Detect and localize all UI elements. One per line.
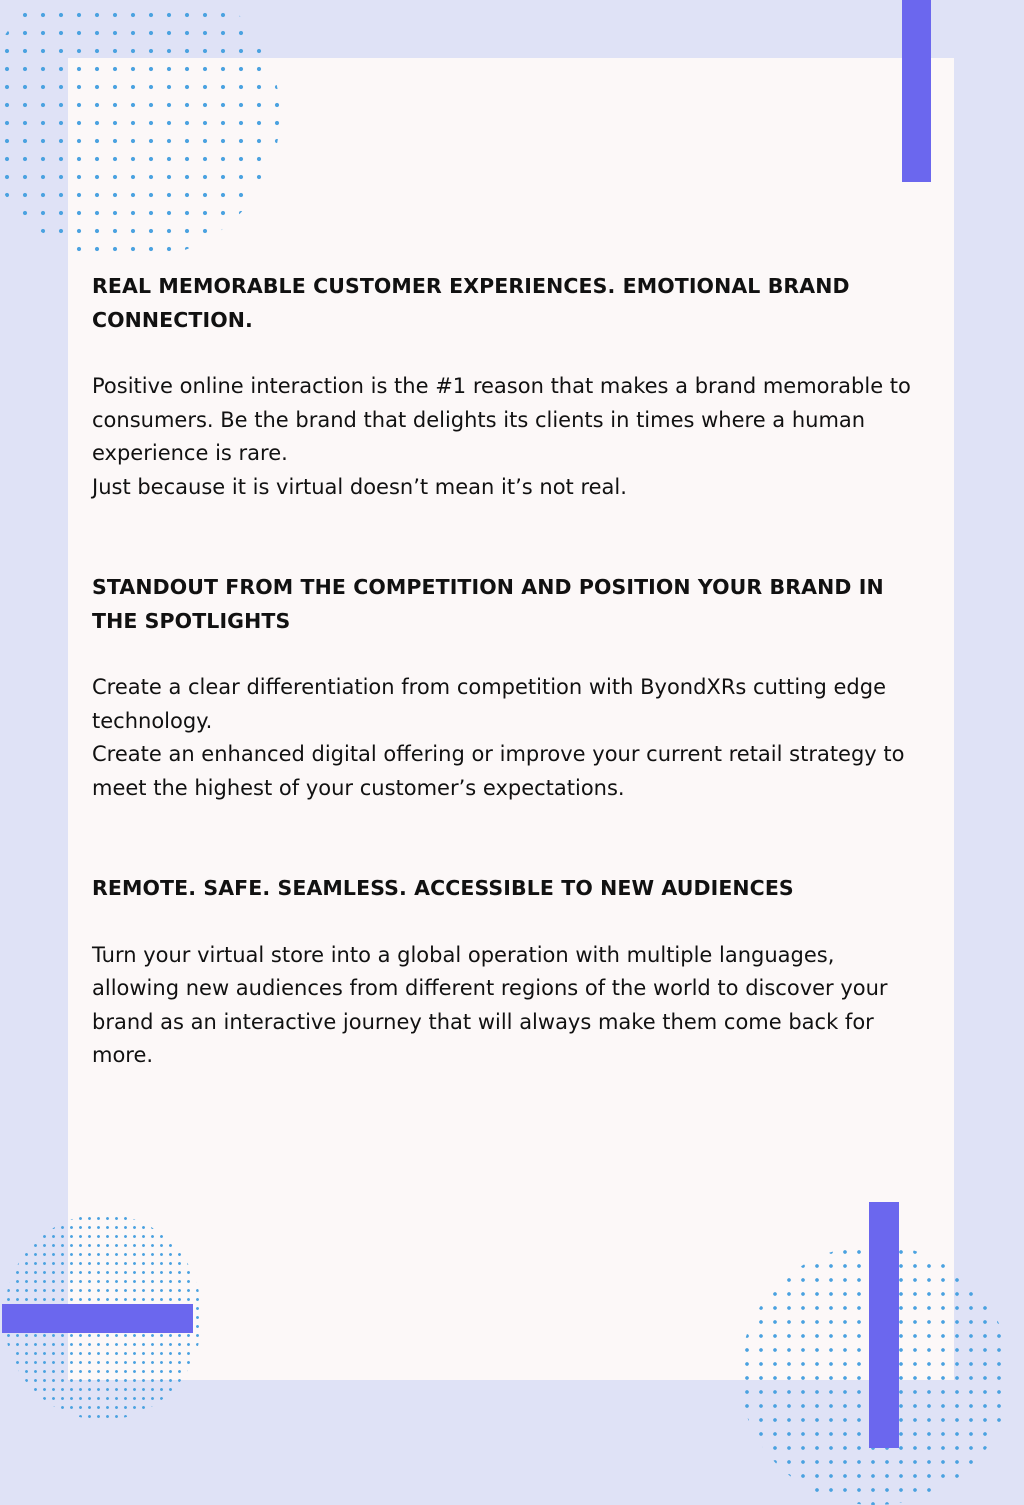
paragraph-line: Create a clear differentiation from competition with ByondXRs cutting edge technology. — [92, 675, 887, 733]
section-heading: STANDOUT FROM THE COMPETITION AND POSITION YOUR BRAND IN THE SPOTLIGHTS — [92, 575, 884, 633]
section-paragraph — [92, 370, 922, 504]
document-body — [92, 270, 922, 1073]
section-heading: REAL MEMORABLE CUSTOMER EXPERIENCES. EMOTIONAL BRAND CONNECTION. — [92, 274, 850, 332]
accent-bar — [869, 1202, 899, 1448]
paragraph-line: Create an enhanced digital offering or improve your current retail strategy to meet the highest of your customer’s expectations. — [92, 742, 905, 800]
section-paragraph — [92, 939, 922, 1073]
section-heading: REMOTE. SAFE. SEAMLESS. ACCESSIBLE TO NEW AUDIENCES — [92, 876, 794, 900]
section-remote — [92, 872, 922, 1073]
section-customer-experiences — [92, 270, 922, 504]
section-paragraph — [92, 671, 922, 805]
accent-bar — [902, 0, 931, 182]
section-standout — [92, 571, 922, 805]
paragraph-line: Turn your virtual store into a global operation with multiple languages, allowing new audiences from different regions of the world to discover your brand as an interactive journey that will always make them come back for more. — [92, 942, 888, 1067]
accent-bar — [2, 1304, 193, 1333]
paragraph-line: Just because it is virtual doesn’t mean it’s not real. — [92, 474, 627, 499]
paragraph-line: Positive online interaction is the #1 reason that makes a brand memorable to consumers. Be the brand that delights its clients in times where a human experience is rare. — [92, 374, 911, 465]
